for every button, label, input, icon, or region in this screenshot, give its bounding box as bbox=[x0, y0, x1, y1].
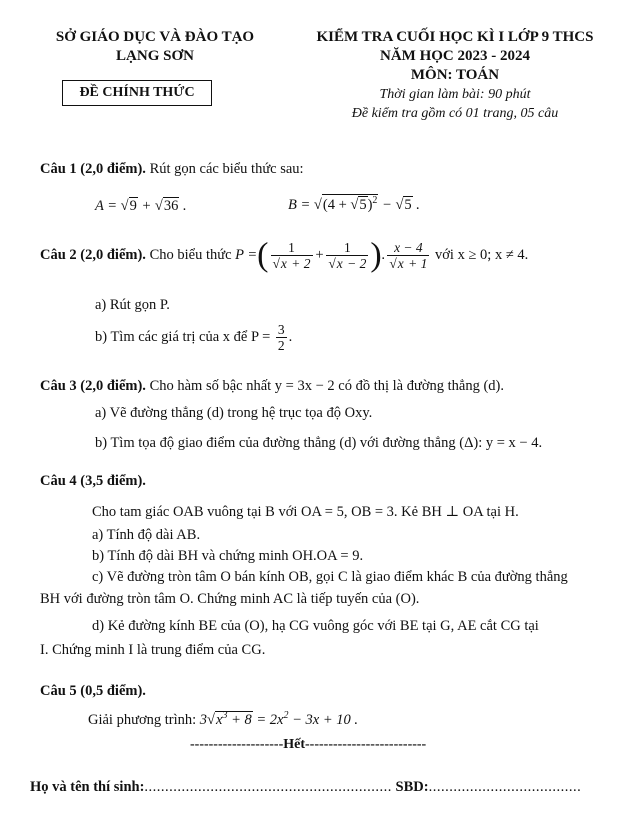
question-2a: a) Rút gọn P. bbox=[95, 297, 170, 313]
fraction-3-2: $\frac{3}{2}$ bbox=[277, 322, 285, 353]
question-1 bbox=[40, 160, 304, 178]
end-marker: --------------------Hết-------------------------- bbox=[190, 737, 427, 752]
question-2-condition: với x ≥ 0; x ≠ 4. bbox=[435, 246, 529, 263]
question-5 bbox=[88, 707, 358, 729]
name-blank: ............................................................ bbox=[144, 779, 392, 795]
school-year: NĂM HỌC 2023 - 2024 bbox=[380, 48, 530, 64]
question-4d-line1: d) Kẻ đường kính BE của (O), hạ CG vuông góc với BE tại G, AE cắt CG tại bbox=[92, 618, 539, 634]
question-5-title: Câu 5 (0,5 điểm). bbox=[40, 683, 146, 699]
exam-header bbox=[290, 28, 620, 123]
sbd-blank: ..................................... bbox=[428, 779, 582, 795]
exam-title: KIỂM TRA CUỐI HỌC KÌ I LỚP 9 THCS bbox=[316, 29, 594, 45]
question-4c-line1: c) Vẽ đường tròn tâm O bán kính OB, gọi C là giao điểm khác B của đường thẳng bbox=[92, 569, 568, 585]
candidate-info bbox=[30, 779, 581, 796]
question-4-title: Câu 4 (3,5 điểm). bbox=[40, 473, 146, 489]
expression-p: P =( $\frac{1}{√x + 2}$ + $\frac{1}{√x - 2}$ ). $\frac{x - 4}{√x + 1}$ bbox=[235, 236, 428, 274]
question-1-text: Rút gọn các biểu thức sau: bbox=[149, 161, 304, 177]
question-4c-line2: BH với đường tròn tâm O. Chứng minh AC là tiếp tuyến của (O). bbox=[40, 591, 420, 607]
question-2b-text: b) Tìm các giá trị của x để P = bbox=[95, 328, 271, 345]
official-exam-label: ĐỀ CHÍNH THỨC bbox=[62, 80, 212, 106]
department-name: SỞ GIÁO DỤC VÀ ĐÀO TẠO bbox=[55, 29, 255, 45]
question-2 bbox=[40, 236, 620, 274]
question-3b: b) Tìm tọa độ giao điểm của đường thẳng (d) với đường thẳng (Δ): y = x − 4. bbox=[95, 435, 543, 451]
question-3-title: Câu 3 (2,0 điểm). bbox=[40, 378, 146, 394]
question-4b: b) Tính độ dài BH và chứng minh OH.OA = 9. bbox=[92, 548, 364, 564]
duration: Thời gian làm bài: 90 phút bbox=[379, 87, 531, 102]
question-3a: a) Vẽ đường thẳng (d) trong hệ trục tọa độ Oxy. bbox=[95, 405, 373, 421]
question-2-title: Câu 2 (2,0 điểm). bbox=[40, 246, 146, 263]
question-4d-line2: I. Chứng minh I là trung điểm của CG. bbox=[40, 642, 266, 658]
question-2-text: Cho biểu thức bbox=[149, 246, 232, 263]
question-3-text: Cho hàm số bậc nhất y = 3x − 2 có đồ thị là đường thẳng (d). bbox=[149, 378, 505, 394]
question-5-text: Giải phương trình: bbox=[88, 711, 197, 728]
department-header bbox=[30, 28, 280, 66]
sbd-label: SBD: bbox=[395, 779, 429, 795]
question-4a: a) Tính độ dài AB. bbox=[92, 527, 201, 543]
province-name: LẠNG SƠN bbox=[116, 48, 194, 64]
question-2b: b) Tìm các giá trị của x để P = $\frac{3}{2}$ . bbox=[95, 322, 293, 353]
expression-a: A = √9 + √36 . bbox=[95, 198, 187, 214]
question-1-title: Câu 1 (2,0 điểm). bbox=[40, 161, 146, 177]
expression-b: $B = √(4 + √5)^2 - √5$ . bbox=[288, 195, 420, 213]
equation: $3√x^3 + 8 = 2x^2 - 3x + 10$ . bbox=[199, 710, 358, 728]
name-label: Họ và tên thí sinh: bbox=[30, 779, 145, 795]
question-4-intro: Cho tam giác OAB vuông tại B với OA = 5, OB = 3. Kẻ BH ⊥ OA tại H. bbox=[92, 504, 519, 520]
pages-info: Đề kiểm tra gồm có 01 trang, 05 câu bbox=[351, 106, 559, 121]
question-3 bbox=[40, 377, 620, 395]
subject: MÔN: TOÁN bbox=[410, 67, 500, 83]
